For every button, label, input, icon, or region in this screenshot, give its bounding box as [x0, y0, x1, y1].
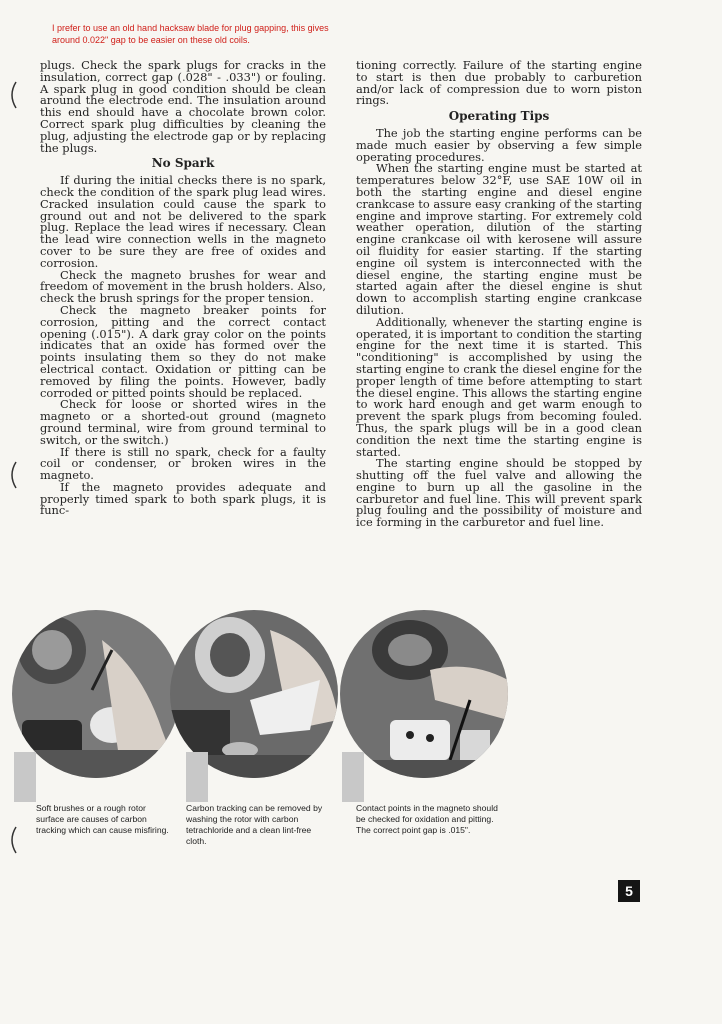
paragraph: If during the initial checks there is no spark, check the condition of the spark plug lead wires. Cracked insulation could cause the spark to ground out and not be delivered to the spark plug. Replace the lead wires if necessary. Clean the lead wire connection wells in the magneto cover to be sure they are free of oxides and corrosion.: [40, 173, 326, 270]
paragraph: When the starting engine must be started at temperatures below 32°F, use SAE 10W oil in both the starting engine and diesel engine crankcase to assure easy cranking of the starting engine and improve starting. For extremely cold weather operation, dilution of the starting engine crankcase oil with kerosene will assure oil fluidity for easier starting. If the starting engine oil system is interconnected with the diesel engine, the starting engine must be started again after the diesel engine is shut down to accomplish starting engine crankcase dilution.: [356, 161, 642, 317]
section-heading-no-spark: No Spark: [151, 156, 215, 171]
left-column: [40, 60, 326, 517]
photo-label-tab: [186, 752, 208, 802]
paragraph: If the magneto provides adequate and properly timed spark to both spark plugs, it is func-: [40, 479, 326, 518]
paragraph: The job the starting engine performs can be made much easier by observing a few simple operating procedures.: [356, 125, 642, 164]
handwritten-style-note: I prefer to use an old hand hacksaw blade for plug gapping, this gives around 0.022" gap to be easier on these old coils.: [52, 23, 329, 45]
photo-caption: Contact points in the magneto should be checked for oxidation and pitting. The correct point gap is .015".: [356, 803, 498, 835]
paragraph: tioning correctly. Failure of the starting engine to start is then due probably to carburetion and/or lack of compression due to worn piston rings.: [356, 58, 642, 108]
binding-mark: [6, 80, 18, 110]
section-heading-operating-tips: Operating Tips: [448, 109, 550, 124]
binding-mark: [6, 825, 18, 855]
photo-label-tab: [342, 752, 364, 802]
paragraph: The starting engine should be stopped by shutting off the fuel valve and allowing the engine to burn up all the gasoline in the carburetor and fuel line. This will prevent spark plug fouling and the possibility of moisture and ice forming in the carburetor and fuel line.: [356, 456, 642, 530]
photo-caption: Soft brushes or a rough rotor surface are causes of carbon tracking which can cause misfiring.: [36, 803, 169, 835]
photo-magneto-brushes: [12, 610, 180, 778]
paragraph: Check for loose or shorted wires in the magneto or a shorted-out ground (magneto ground terminal, wire from ground terminal to switch, or the switch.): [40, 397, 326, 447]
photo-label-tab: [14, 752, 36, 802]
paragraph: Additionally, whenever the starting engine is operated, it is important to condition the starting engine for the next time it is started. This "conditioning" is accomplished by using the starting engine to crank the diesel engine for the proper length of time before attempting to start the diesel engine. This allows the starting engine to work hard enough and get warm enough to prevent the spark plugs from becoming fouled. Thus, the spark plugs will be in a good clean condition the next time the starting engine is started.: [356, 314, 642, 459]
right-column: [356, 60, 642, 529]
paragraph: Check the magneto breaker points for corrosion, pitting and the correct contact opening (.015"). A dark gray color on the points indicates that an oxide has formed over the points insulating them so they do not make electrical contact. Oxidation or pitting can be removed by filing the points. However, badly corroded or pitted points should be replaced.: [40, 302, 326, 400]
photo-caption: Carbon tracking can be removed by washing the rotor with carbon tetrachloride and a clean lint-free cloth.: [186, 803, 323, 846]
paragraph: If there is still no spark, check for a faulty coil or condenser, or broken wires in the magneto.: [40, 444, 326, 483]
paragraph: Check the magneto brushes for wear and freedom of movement in the brush holders. Also, check the brush springs for the proper tension.: [40, 267, 326, 306]
binding-mark: [6, 460, 18, 490]
photo-contact-points: [340, 610, 508, 778]
page-number: 5: [618, 880, 640, 902]
paragraph: plugs. Check the spark plugs for cracks in the insulation, correct gap (.028" - .033") or fouling. A spark plug in good condition should be clean around the electrode end. The insulation around this end should have a chocolate brown color. Correct spark plug difficulties by cleaning the plug, adjusting the electrode gap or by replacing the plugs.: [40, 58, 326, 155]
